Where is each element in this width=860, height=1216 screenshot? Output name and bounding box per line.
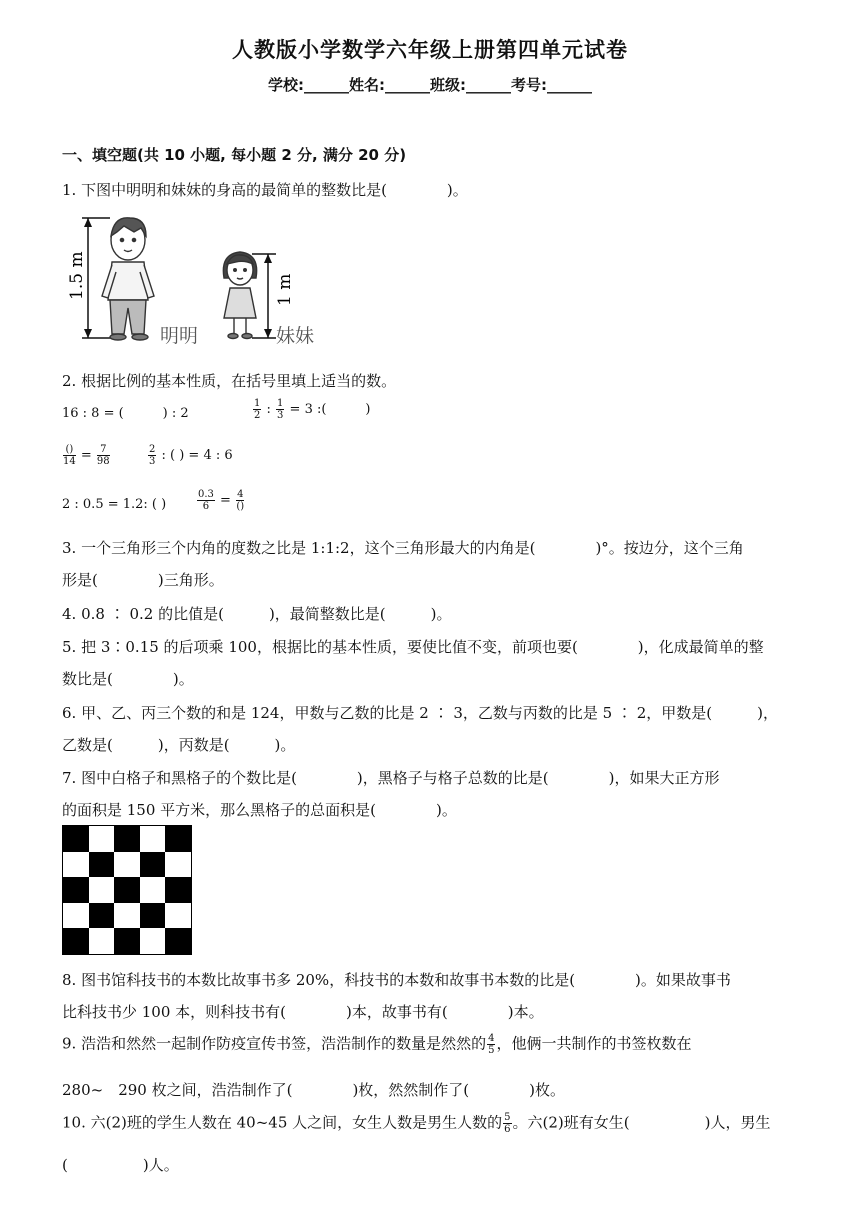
question-7-line-2: 的面积是 150 平方米，那么黑格子的总面积是( )。 — [62, 801, 457, 819]
page-title: 人教版小学数学六年级上册第四单元试卷 — [232, 38, 628, 62]
board-cell — [89, 826, 115, 852]
q2-row1-b: $\frac{1}{2}$ : $\frac{1}{3}$ = 3 :( ) — [254, 398, 371, 421]
question-3-line-1: 3. 一个三角形三个内角的度数之比是 1:1:2，这个三角形最大的内角是( )°。按边分，这个三角 — [62, 539, 744, 557]
question-9-line-1: 9. 浩浩和然然一起制作防疫宣传书签，浩浩制作的数量是然然的 $\frac{4}{5}$ ，他俩一共制作的书签枚数在 — [62, 1033, 692, 1056]
question-7-line-1: 7. 图中白格子和黑格子的个数比是( )，黑格子与格子总数的比是( )，如果大正方形 — [62, 769, 720, 787]
board-cell — [140, 877, 166, 903]
board-cell — [63, 928, 89, 954]
board-cell — [165, 877, 191, 903]
question-5-line-1: 5. 把 3∶0.15 的后项乘 100，根据比的基本性质，要使比值不变，前项也要( )，化成最简单的整 — [62, 638, 764, 656]
board-cell — [140, 928, 166, 954]
board-cell — [165, 826, 191, 852]
board-cell — [114, 826, 140, 852]
q2-row1-a: 16 : 8 = ( ) : 2 — [62, 406, 189, 421]
board-cell — [114, 903, 140, 929]
board-cell — [89, 928, 115, 954]
q2-row2-a: $\frac{()}{14}$ = $\frac{7}{98}$ — [63, 444, 110, 467]
section-heading: 一、填空题(共 10 小题, 每小题 2 分, 满分 20 分) — [62, 146, 407, 164]
question-10-line-1: 10. 六(2)班的学生人数在 40~45 人之间，女生人数是男生人数的 $\frac{5}{6}$ 。六(2)班有女生( )人，男生 — [62, 1112, 771, 1135]
question-3-line-2: 形是( )三角形。 — [62, 571, 224, 589]
question-9-line-2: 280~ 290 枚之间，浩浩制作了( )枚，然然制作了( )枚。 — [62, 1081, 566, 1099]
girl-illustration — [223, 252, 256, 339]
question-8-line-1: 8. 图书馆科技书的本数比故事书多 20%，科技书的本数和故事书本数的比是( )。如果故事书 — [62, 971, 731, 989]
question-6-line-2: 乙数是( )，丙数是( )。 — [62, 736, 296, 754]
question-10-line-2: ( )人。 — [62, 1156, 179, 1174]
board-cell — [114, 928, 140, 954]
boy-illustration — [102, 218, 154, 340]
q2-row3-a: 2 : 0.5 = 1.2: ( ) — [62, 497, 167, 512]
board-cell — [114, 877, 140, 903]
question-8-line-2: 比科技书少 100 本，则科技书有( )本，故事书有( )本。 — [62, 1003, 544, 1021]
board-cell — [114, 852, 140, 878]
boy-name-label: 明明 — [160, 325, 199, 347]
height-figure — [62, 210, 332, 350]
board-cell — [63, 826, 89, 852]
board-cell — [89, 903, 115, 929]
board-cell — [89, 852, 115, 878]
q2-row2-b: $\frac{2}{3}$ : ( ) = 4 : 6 — [149, 444, 233, 467]
board-cell — [140, 903, 166, 929]
student-info-line: 学校:______姓名:______班级:______考号:______ — [268, 76, 592, 94]
board-cell — [140, 826, 166, 852]
boy-height-label: 1.5 m — [67, 251, 87, 300]
board-cell — [63, 852, 89, 878]
board-cell — [165, 903, 191, 929]
girl-name-label: 妹妹 — [276, 325, 315, 347]
board-cell — [165, 928, 191, 954]
question-1: 1. 下图中明明和妹妹的身高的最简单的整数比是( )。 — [62, 181, 468, 199]
board-cell — [165, 852, 191, 878]
board-cell — [63, 903, 89, 929]
girl-height-label: 1 m — [275, 273, 295, 306]
question-5-line-2: 数比是( )。 — [62, 670, 194, 688]
board-cell — [89, 877, 115, 903]
question-4: 4. 0.8 ∶ 0.2 的比值是( )，最简整数比是( )。 — [62, 605, 452, 623]
board-cell — [63, 877, 89, 903]
checkerboard-figure — [62, 825, 192, 955]
q2-row3-b: $\frac{0.3}{6}$ = $\frac{4}{()}$ — [198, 489, 245, 512]
question-2: 2. 根据比例的基本性质，在括号里填上适当的数。 — [62, 372, 397, 390]
question-6-line-1: 6. 甲、乙、丙三个数的和是 124，甲数与乙数的比是 2 ∶ 3，乙数与丙数的比是 5 ∶ 2，甲数是( )， — [62, 704, 778, 722]
board-cell — [140, 852, 166, 878]
